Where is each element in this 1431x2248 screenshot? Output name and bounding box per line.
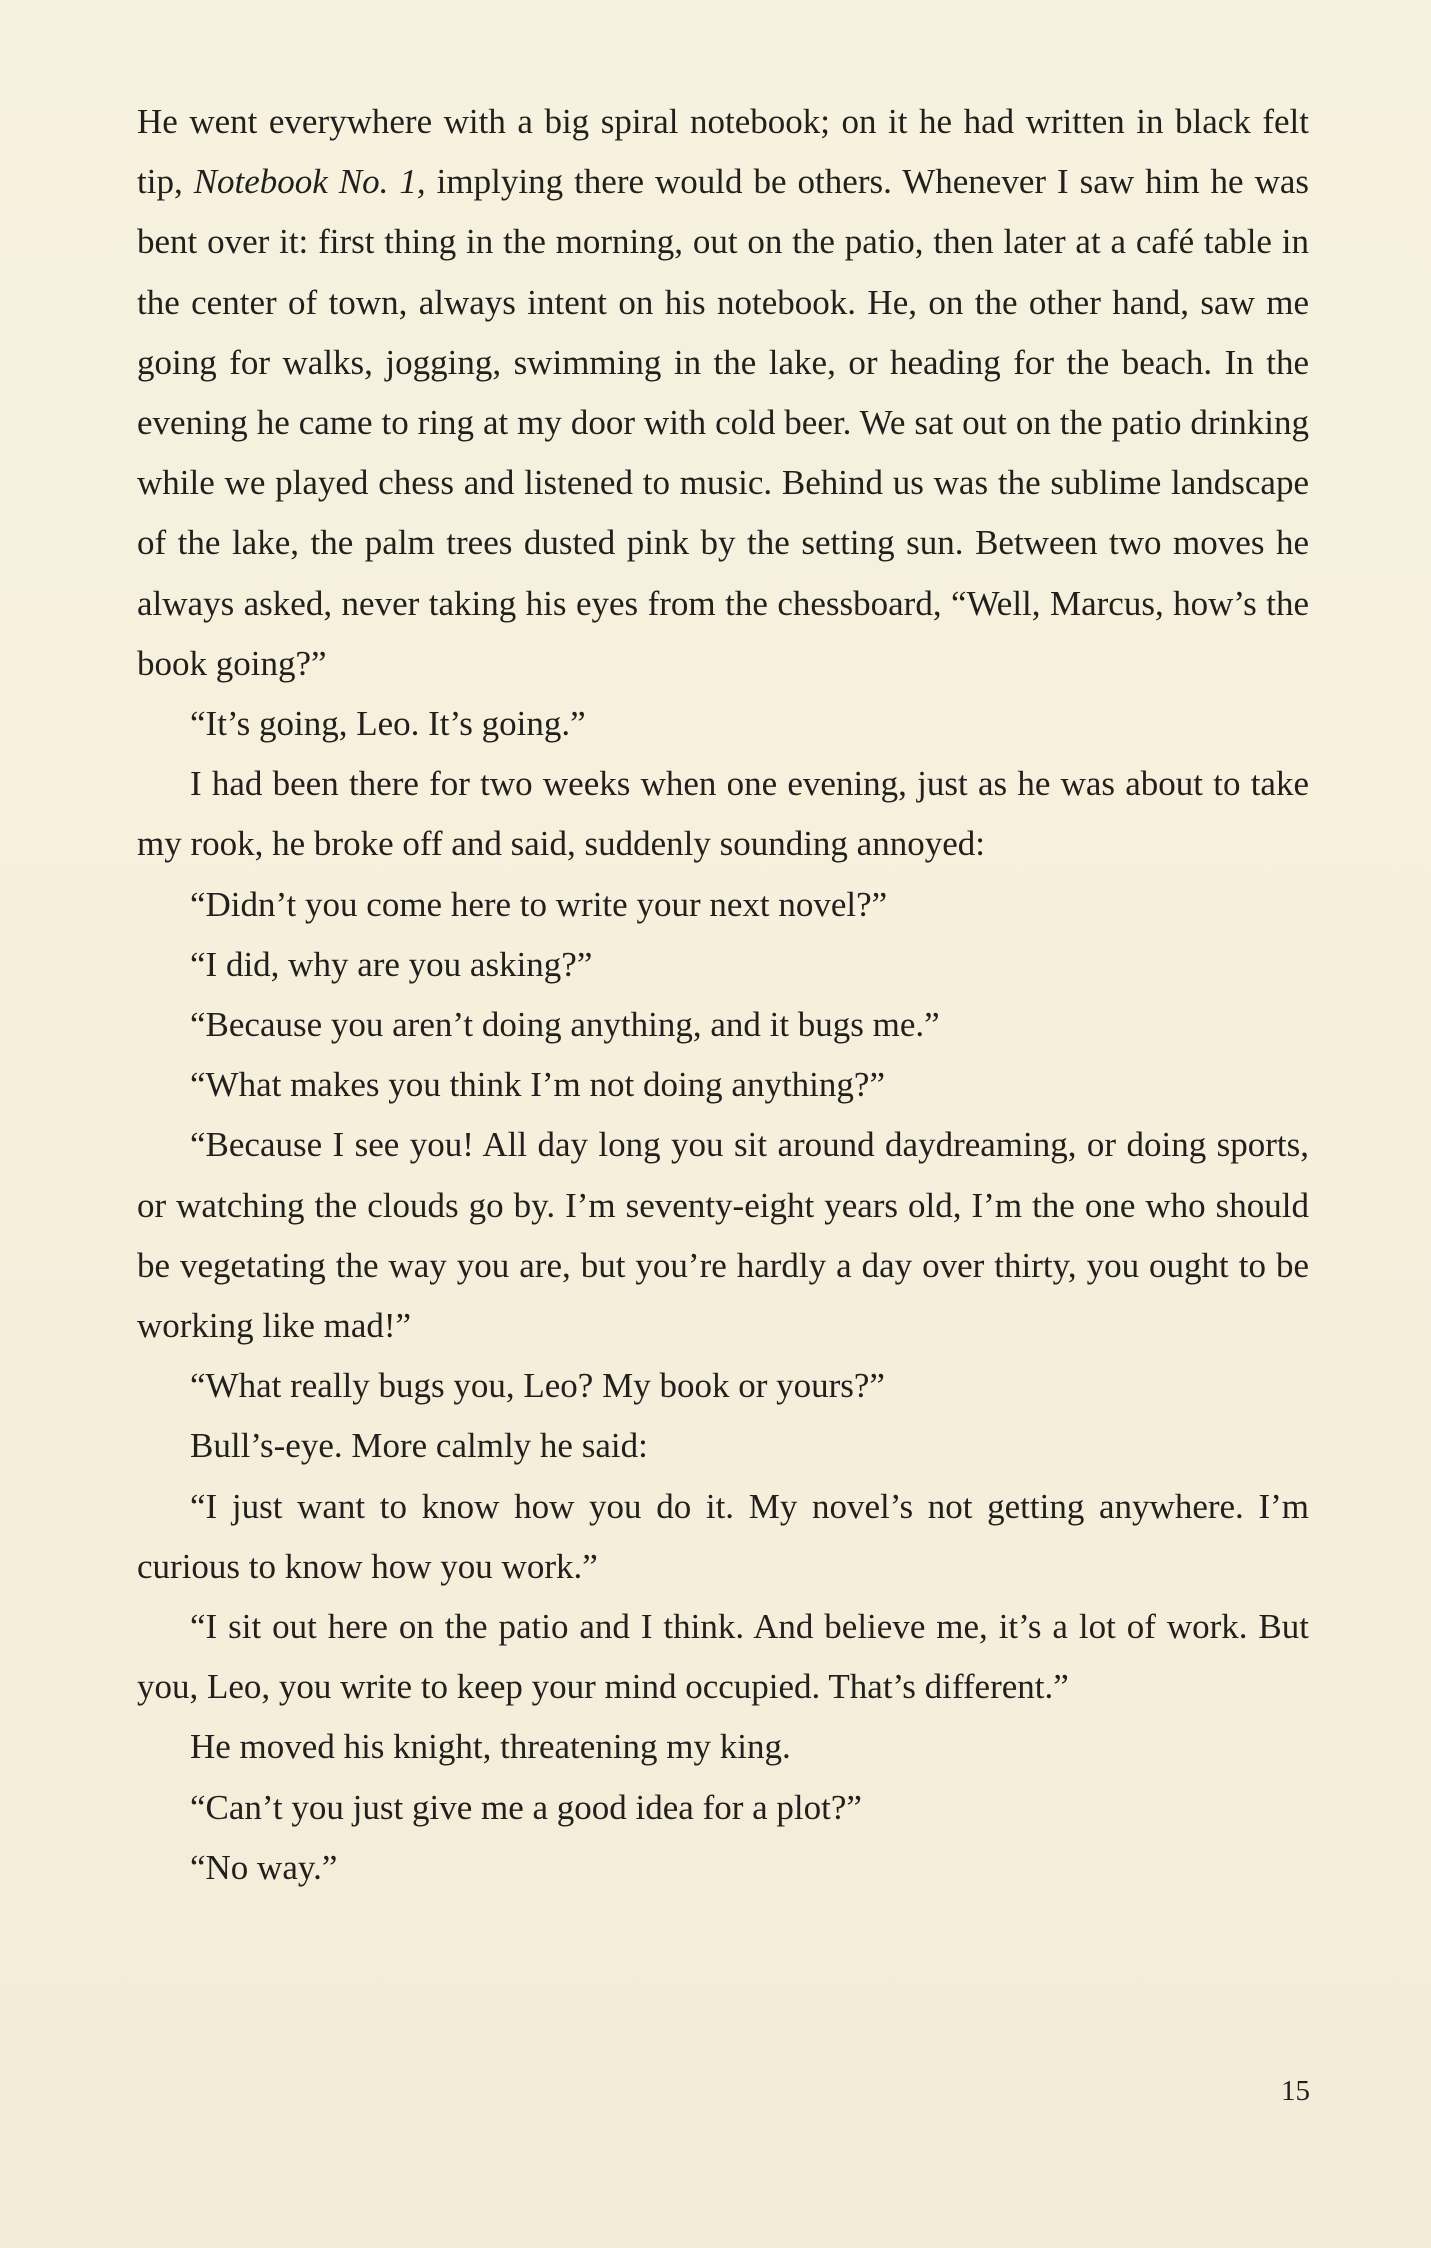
paragraph: “I did, why are you asking?”	[190, 944, 593, 984]
paragraph: “Because you aren’t doing anything, and it bugs me.”	[190, 1005, 940, 1045]
paragraph: “Because I see you! All day long you sit around daydreaming, or doing sports, or watching the clouds go by. I’m seventy-eight years old, I’m the one who should be vegetating the way you are, but you’re hardly a day over thirty, you ought to be working like mad!”	[137, 1125, 1309, 1346]
paragraph: He moved his knight, threatening my king.	[190, 1727, 791, 1767]
paragraph-text: He went everywhere with a big spiral notebook; on it he had written in black felt tip,	[137, 102, 1309, 202]
body-text	[137, 92, 1309, 1898]
paragraph: Bull’s-eye. More calmly he said:	[190, 1426, 648, 1466]
paragraph: “What really bugs you, Leo? My book or yours?”	[190, 1366, 885, 1406]
notebook-title: Notebook No. 1,	[193, 162, 426, 202]
paragraph: “Didn’t you come here to write your next novel?”	[190, 884, 888, 924]
paragraph	[137, 92, 1309, 694]
paragraph: “I just want to know how you do it. My novel’s not getting anywhere. I’m curious to know how you work.”	[137, 1486, 1309, 1586]
paragraph: “I sit out here on the patio and I think. And believe me, it’s a lot of work. But you, Leo, you write to keep your mind occupied. That’s different.”	[137, 1607, 1309, 1707]
paragraph: “No way.”	[190, 1847, 338, 1887]
paragraph: “Can’t you just give me a good idea for a plot?”	[190, 1787, 862, 1827]
paragraph: “What makes you think I’m not doing anything?”	[190, 1065, 885, 1105]
paragraph: I had been there for two weeks when one evening, just as he was about to take my rook, he broke off and said, suddenly sounding annoyed:	[137, 764, 1309, 864]
paragraph: “It’s going, Leo. It’s going.”	[190, 704, 586, 744]
paragraph-text: implying there would be others. Whenever I saw him he was bent over it: first thing in the morning, out on the patio, then later at a café table in the center of town, always intent on his notebook. He, on the other hand, saw me going for walks, jogging, swimming in the lake, or heading for the beach. In the evening he came to ring at my door with cold beer. We sat out on the patio drinking while we played chess and listened to music. Behind us was the sublime landscape of the lake, the palm trees dusted pink by the setting sun. Between two moves he always asked, never taking his eyes from the chessboard, “Well, Marcus, how’s the book going?”	[137, 162, 1310, 683]
page-number: 15	[1281, 2075, 1310, 2107]
